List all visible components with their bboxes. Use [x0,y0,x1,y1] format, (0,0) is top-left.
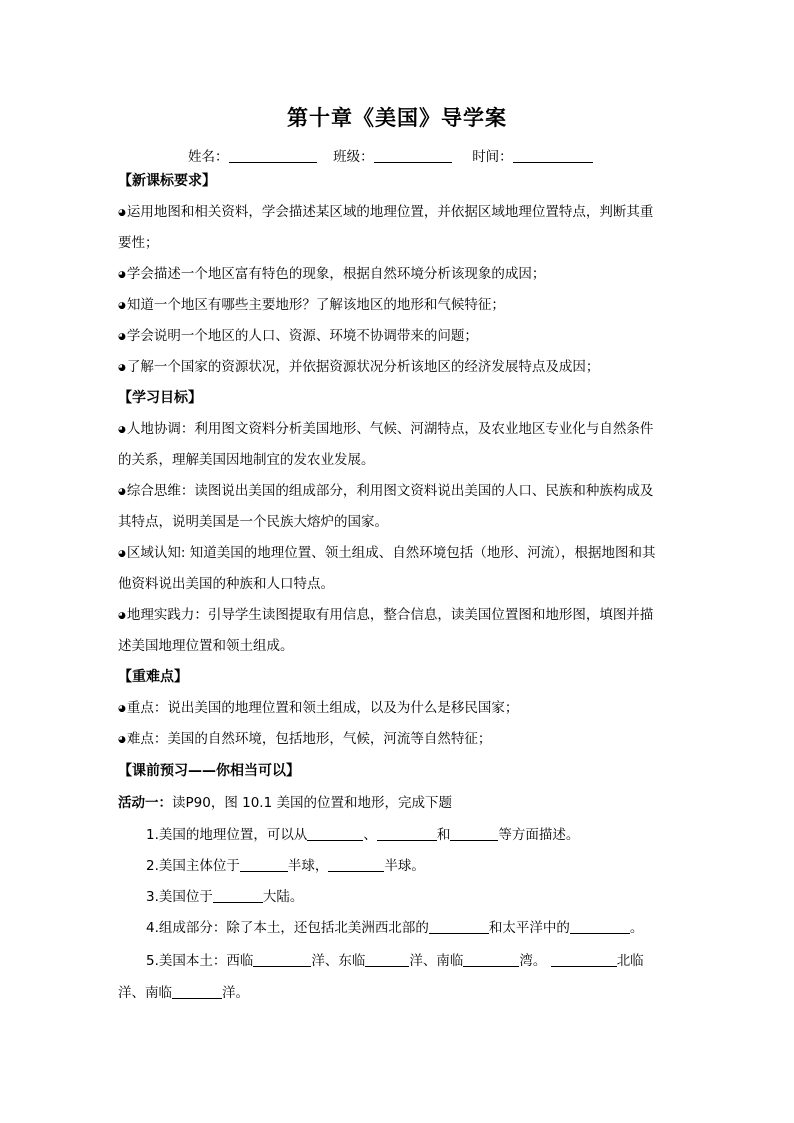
goal-item-continued: 其特点，说明美国是一个民族大熔炉的国家。 [118,514,388,530]
question-4: 4.组成部分：除了本土，还包括北美洲西北部的 和太平洋中的 。 [146,920,644,936]
student-info-row [188,145,593,165]
standard-item: ◕运用地图和相关资料，学会描述某区域的地理位置，并依据区域地理位置特点，判断其重 [118,204,654,220]
goal-item: ◕综合思维：读图说出美国的组成部分，利用图文资料说出美国的人口、民族和种族构成及 [118,483,654,499]
answer-blank[interactable] [253,952,311,967]
goal-item: ◕地理实践力：引导学生读图提取有用信息，整合信息，读美国位置图和地形图，填图并描 [118,607,654,623]
time-blank[interactable] [513,148,593,163]
activity-text: 读P90，图 10.1 美国的位置和地形，完成下题 [172,795,452,811]
key-point-item: ◕难点：美国的自然环境，包括地形，气候，河流等自然特征； [118,731,492,747]
goal-item: ◕人地协调：利用图文资料分析美国地形、气候、河湖特点，及农业地区专业化与自然条件 [118,421,654,437]
bullet-icon: ◕ [118,735,126,745]
class-blank[interactable] [374,148,452,163]
question-1: 1.美国的地理位置，可以从 、 和 等方面描述。 [146,827,580,843]
standard-item: ◕知道一个地区有哪些主要地形？了解该地区的地形和气候特征； [118,297,505,313]
answer-blank[interactable] [377,826,437,841]
bullet-icon: ◕ [118,208,126,218]
answer-blank[interactable] [365,952,409,967]
standard-item: ◕了解一个国家的资源状况，并依据资源状况分析该地区的经济发展特点及成因； [118,359,600,375]
goal-item: ◕区域认知: 知道美国的地理位置、领土组成、自然环境包括（地形、河流），根据地图和其 [118,545,656,561]
activity-line [118,794,452,812]
answer-blank[interactable] [570,919,630,934]
key-point-item: ◕重点：说出美国的地理位置和领土组成，以及为什么是移民国家； [118,700,519,716]
section-heading-key-points: 【重难点】 [118,669,188,685]
bullet-icon: ◕ [118,549,126,559]
answer-blank[interactable] [213,888,263,903]
answer-blank[interactable] [328,857,384,872]
answer-blank[interactable] [450,826,498,841]
answer-blank[interactable] [307,826,363,841]
answer-blank[interactable] [240,857,288,872]
bullet-icon: ◕ [118,301,126,311]
name-blank[interactable] [229,148,317,163]
answer-blank[interactable] [172,984,222,999]
page-title: 第十章《美国》导学案 [287,105,507,130]
goal-item-continued: 的关系，理解美国因地制宜的发农业发展。 [118,452,375,468]
question-2: 2.美国主体位于 半球， 半球。 [146,858,425,874]
bullet-icon: ◕ [118,425,126,435]
bullet-icon: ◕ [118,363,126,373]
standard-item: ◕学会说明一个地区的人口、资源、环境不协调带来的问题； [118,328,478,344]
question-5-continued: 洋、南临 洋。 [118,985,249,1001]
answer-blank[interactable] [463,952,519,967]
bullet-icon: ◕ [118,704,126,714]
answer-blank[interactable] [551,952,617,967]
standard-item-continued: 要性； [118,235,159,251]
question-3: 3.美国位于 大陆。 [146,889,304,905]
section-heading-standards: 【新课标要求】 [118,173,216,189]
question-5: 5.美国本土：西临 洋、东临 洋、南临 湾。 北临 [146,953,644,969]
bullet-icon: ◕ [118,487,126,497]
bullet-icon: ◕ [118,611,126,621]
section-heading-preview: 【课前预习——你相当可以】 [118,763,300,779]
section-heading-goals: 【学习目标】 [118,390,202,406]
bullet-icon: ◕ [118,270,126,280]
answer-blank[interactable] [429,919,489,934]
class-label: 班级： [333,149,374,165]
activity-label: 活动一： [118,795,172,811]
time-label: 时间： [472,149,513,165]
goal-item-continued: 述美国地理位置和领土组成。 [118,638,294,654]
name-label: 姓名： [188,149,229,165]
goal-item-continued: 他资料说出美国的种族和人口特点。 [118,576,334,592]
bullet-icon: ◕ [118,332,126,342]
standard-item: ◕学会描述一个地区富有特色的现象，根据自然环境分析该现象的成因； [118,266,546,282]
